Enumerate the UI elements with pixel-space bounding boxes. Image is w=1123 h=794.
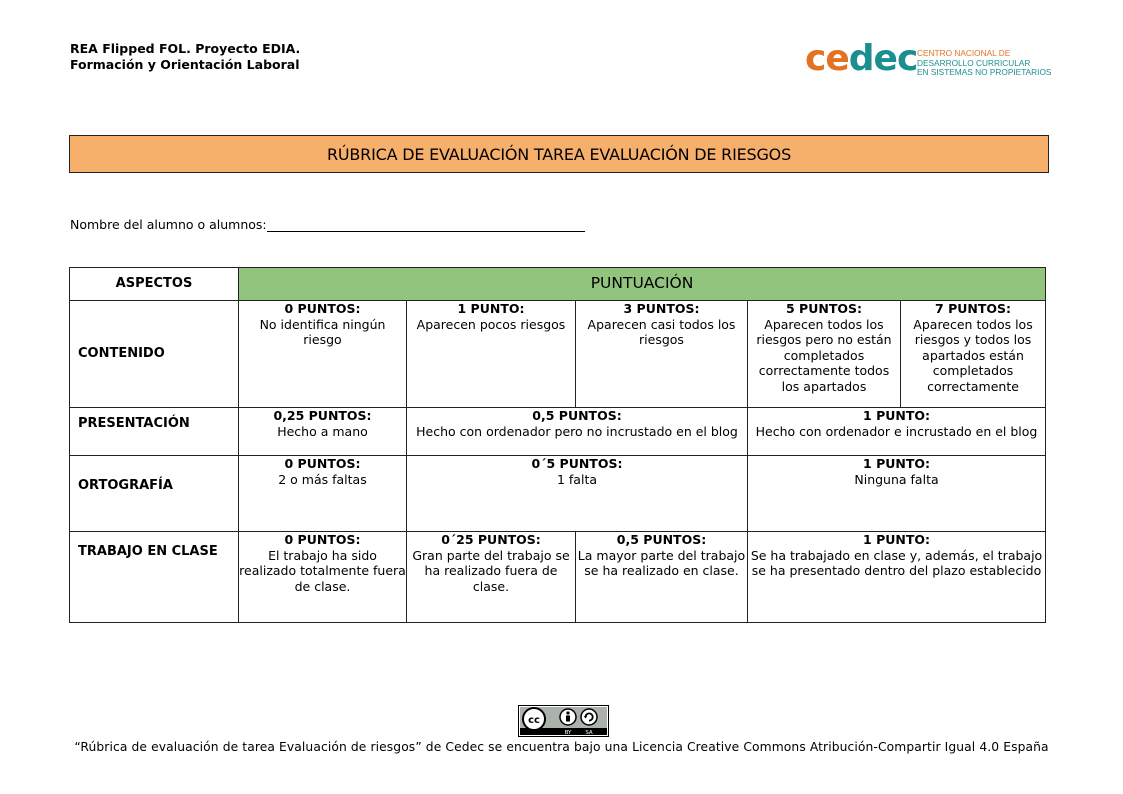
student-name-label: Nombre del alumno o alumnos: — [70, 217, 267, 232]
score-cell: 1 PUNTO: Ninguna falta — [748, 456, 1046, 532]
cedec-logo — [805, 38, 1055, 81]
score-cell: 5 PUNTOS: Aparecen todos los riesgos pero no están completados correctamente todos los apartados — [748, 301, 901, 408]
table-row — [70, 456, 1046, 532]
subject-title: Formación y Orientación Laboral — [70, 57, 300, 72]
svg-text:BY: BY — [564, 730, 572, 736]
aspect-ortografia: ORTOGRAFÍA — [70, 456, 239, 532]
cedec-logo-word: cedec — [805, 38, 918, 79]
cedec-logo-subtitle: CENTRO NACIONAL DE DESARROLLO CURRICULAR EN SISTEMAS NO PROPIETARIOS — [917, 48, 1052, 78]
aspect-presentacion: PRESENTACIÓN — [70, 408, 239, 456]
score-cell: 0 PUNTOS: 2 o más faltas — [239, 456, 407, 532]
score-cell: 1 PUNTO: Se ha trabajado en clase y, además, el trabajo se ha presentado dentro del plazo establecido — [748, 532, 1046, 623]
score-cell: 0 PUNTOS: No identifica ningún riesgo — [239, 301, 407, 408]
header-score: PUNTUACIÓN — [239, 268, 1046, 301]
share-alike-icon — [581, 709, 597, 725]
license-text: “Rúbrica de evaluación de tarea Evaluación de riesgos” de Cedec se encuentra bajo una Licencia Creative Commons Atribución-Compartir Igual 4.0 España — [74, 740, 1049, 754]
score-cell: 1 PUNTO: Aparecen pocos riesgos — [407, 301, 576, 408]
aspect-trabajo: TRABAJO EN CLASE — [70, 532, 239, 623]
score-cell: 0,25 PUNTOS: Hecho a mano — [239, 408, 407, 456]
project-title: REA Flipped FOL. Proyecto EDIA. — [70, 41, 301, 56]
student-name-line — [70, 217, 585, 232]
score-cell: 0 PUNTOS: El trabajo ha sido realizado totalmente fuera de clase. — [239, 532, 407, 623]
document-header — [70, 41, 300, 73]
table-row — [70, 408, 1046, 456]
table-header-row — [70, 268, 1046, 301]
score-cell: 1 PUNTO: Hecho con ordenador e incrustado en el blog — [748, 408, 1046, 456]
table-row — [70, 301, 1046, 408]
svg-text:cc: cc — [528, 715, 540, 726]
student-name-blank — [267, 217, 585, 232]
table-row — [70, 532, 1046, 623]
creative-commons-badge — [518, 705, 609, 737]
score-cell: 0,5 PUNTOS: La mayor parte del trabajo se ha realizado en clase. — [576, 532, 748, 623]
rubric-table — [69, 267, 1046, 623]
rubric-title: RÚBRICA DE EVALUACIÓN TAREA EVALUACIÓN DE RIESGOS — [69, 135, 1049, 173]
score-cell: 0´25 PUNTOS: Gran parte del trabajo se ha realizado fuera de clase. — [407, 532, 576, 623]
score-cell: 7 PUNTOS: Aparecen todos los riesgos y todos los apartados están completados correctamente — [901, 301, 1046, 408]
aspect-contenido: CONTENIDO — [70, 301, 239, 408]
header-aspects: ASPECTOS — [70, 268, 239, 301]
score-cell: 3 PUNTOS: Aparecen casi todos los riesgos — [576, 301, 748, 408]
score-cell: 0´5 PUNTOS: 1 falta — [407, 456, 748, 532]
score-cell: 0,5 PUNTOS: Hecho con ordenador pero no incrustado en el blog — [407, 408, 748, 456]
svg-text:SA: SA — [585, 730, 593, 736]
